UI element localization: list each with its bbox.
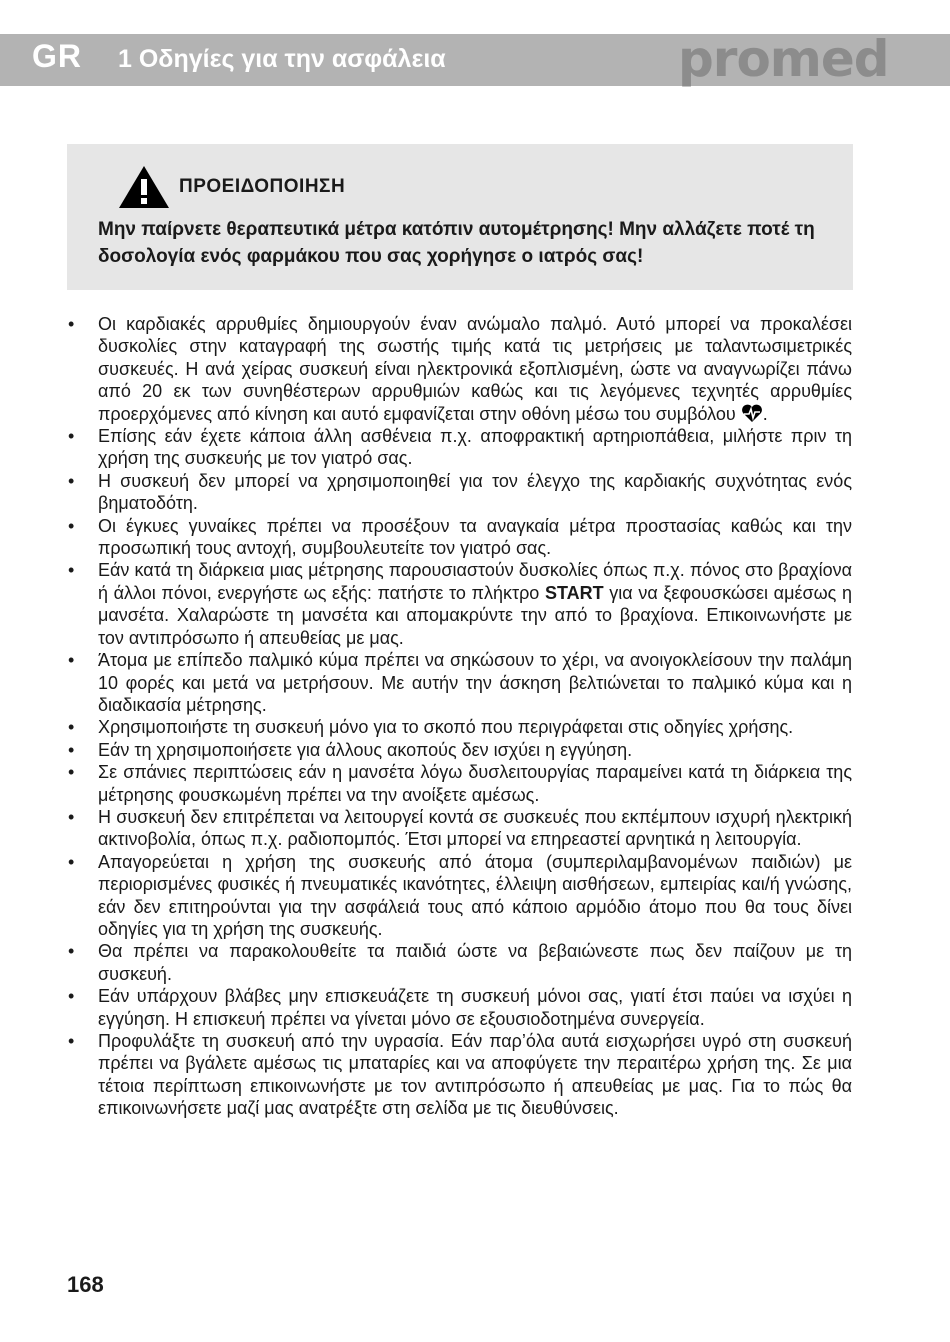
bullet-marker: • [68,941,75,962]
list-item [60,649,852,716]
list-item [60,806,852,851]
list-item-text: Εάν υπάρχουν βλάβες μην επισκευάζετε τη συσκευή μόνοι σας, γιατί έτσι παύει να ισχύει η εγγύηση. Η επισκευή πρέπει να γίνεται μόνο σε εξουσιοδοτημένα συνεργεία. [98,986,852,1029]
section-title: 1 Οδηγίες για την ασφάλεια [118,45,446,73]
bullet-marker: • [68,1031,75,1051]
bullet-marker: • [68,650,75,671]
list-item [60,559,852,649]
safety-instructions-list [60,313,852,1120]
list-item [60,716,852,738]
bullet-marker: • [68,426,75,447]
bullet-marker: • [68,986,75,1007]
list-item [60,313,852,425]
list-item [60,851,852,941]
list-item-text: Εάν τη χρησιμοποιήσετε για άλλους ακοπούς δεν ισχύει η εγγύηση. [98,739,633,760]
bullet-marker: • [68,806,75,827]
start-key-label: START [544,582,604,603]
list-item-text: Επίσης εάν έχετε κάποια άλλη ασθένεια π.χ. αποφρακτική αρτηριοπάθεια, μιλήστε πριν τη χρήση της συσκευής με τον γιατρό σας. [98,426,852,469]
list-item-text: Χρησιμοποιήστε τη συσκευή μόνο για το σκοπό που περιγράφεται στις οδηγίες χρήσης. [98,717,794,738]
bullet-marker: • [68,851,75,872]
warning-text: Μην παίρνετε θεραπευτικά μέτρα κατόπιν αυτομέτρησης! Μην αλλάζετε ποτέ τη δοσολογία ενός φαρμάκου που σας χορήγησε ο ιατρός σας! [98,219,815,267]
list-item-text: Η συσκευή δεν μπορεί να χρησιμοποιηθεί για τον έλεγχο της καρδιακής συχνότητας ενός βηματοδότη. [98,470,852,514]
language-code: GR [32,38,82,74]
irregular-heartbeat-icon [741,403,763,423]
warning-triangle-icon [117,164,171,210]
bullet-marker: • [68,762,75,783]
list-item-text: Άτομα με επίπεδο παλμικό κύμα πρέπει να σηκώσουν το χέρι, να ανοιγοκλείσουν την παλάμη 10 φορές και μετά να μετρήσουν. Με αυτήν την άσκηση βελτιώνεται το παλμικό κύμα και η διαδικασία μέτρησης. [98,650,852,715]
list-item-text: Οι έγκυες γυναίκες πρέπει να προσέξουν τα αναγκαία μέτρα προστασίας καθώς και την προσωπική τους αντοχή, συμβουλευτείτε τον γιατρό σας. [98,515,852,559]
list-item-text: Σε σπάνιες περιπτώσεις εάν η μανσέτα λόγω δυσλειτουργίας παραμείνει κατά τη διάρκεια της μέτρησης φουσκωμένη πρέπει να την ανοίξετε αμέσως. [98,762,852,805]
bullet-marker: • [68,314,75,334]
brand-logo: promed [678,30,889,88]
bullet-marker: • [68,717,75,738]
page-number: 168 [67,1272,104,1297]
bullet-marker: • [68,515,75,536]
list-item [60,940,852,985]
list-item [60,985,852,1030]
list-item [60,425,852,470]
list-item-text: Η συσκευή δεν επιτρέπεται να λειτουργεί κοντά σε συσκευές που εκπέμπουν ισχυρή ηλεκτρική ακτινοβολία, όπως π.χ. ραδιοπομπός. Έτσι μπορεί να επηρεαστεί αρνητικά η λειτουργία. [98,806,852,850]
list-item [60,470,852,515]
list-item-text: Απαγορεύεται η χρήση της συσκευής από άτομα (συμπεριλαμβανομένων παιδιών) με περιορισμένες φυσικές ή πνευματικές ικανότητες, έλλειψη αισθήσεων, εμπειρίας και/ή γνώσης, εάν δεν επιτηρούνται για την ασφάλειά τους από κάποιο αρμόδιο άτομο που θα τους δίνει οδηγίες για τη χρήση της συσκευής. [98,851,852,939]
list-item-text: Προφυλάξτε τη συσκευή από την υγρασία. Εάν παρ’όλα αυτά εισχωρήσει υγρό στη συσκευή πρέπει να βγάλετε αμέσως τις μπαταρίες και να αποφύγετε την περαιτέρω χρήση της. Σε μια τέτοια περίπτωση επικοινωνήστε με τον αντιπρόσωπο ή απευθείας με μας. Για το πώς θα επικοινωνήσετε μαζί μας ανατρέξτε στη σελίδα με τις διευθύνσεις. [98,1031,852,1119]
warning-title: ΠΡΟΕΙΔΟΠΟΙΗΣΗ [179,176,346,197]
bullet-marker: • [68,739,75,760]
list-item-text: Οι καρδιακές αρρυθμίες δημιουργούν έναν ανώμαλο παλμό. Αυτό μπορεί να προκαλέσει δυσκολίες στην καταγραφή της σωστής τιμής κατά τις μετρήσεις με ταλαντωσιμετρικές συσκευές. Η ανά χείρας συσκευή είναι ηλεκτρονικά εξοπλισμένη, ώστε να αναγνωρίζει πάνω από 20 εκ των συνηθέστερων αρρυθμιών καθώς και τις λεγόμενες τεχνητές αρρυθμίες προερχόμενες από κίνηση και αυτό εμφανίζεται στην οθόνη μέσω του συμβόλου [98,314,852,424]
bullet-marker: • [68,470,75,491]
list-item [60,1030,852,1120]
list-item-text: Εάν κατά τη διάρκεια μιας μέτρησης παρουσιαστούν δυσκολίες όπως π.χ. πόνος στο βραχίονα ή άλλοι πόνοι, ενεργήστε ως εξής: πατήστε το πλήκτρο [98,560,852,603]
list-item [60,761,852,806]
list-item [60,515,852,560]
bullet-marker: • [68,560,75,581]
list-item [60,739,852,761]
list-item-text: Θα πρέπει να παρακολουθείτε τα παιδιά ώστε να βεβαιώνεστε πως δεν παίζουν με τη συσκευή. [98,941,852,984]
warning-box [67,144,853,290]
list-item-text-continued: για να ξεφουσκώσει αμέσως η μανσέτα. Χαλαρώστε τη μανσέτα και απομακρύντε την από το βραχίονα. Επικοινωνήστε με τον αντιπρόσωπο ή απευθείας με μας. [98,582,852,648]
list-item-text-suffix: . [762,403,768,424]
